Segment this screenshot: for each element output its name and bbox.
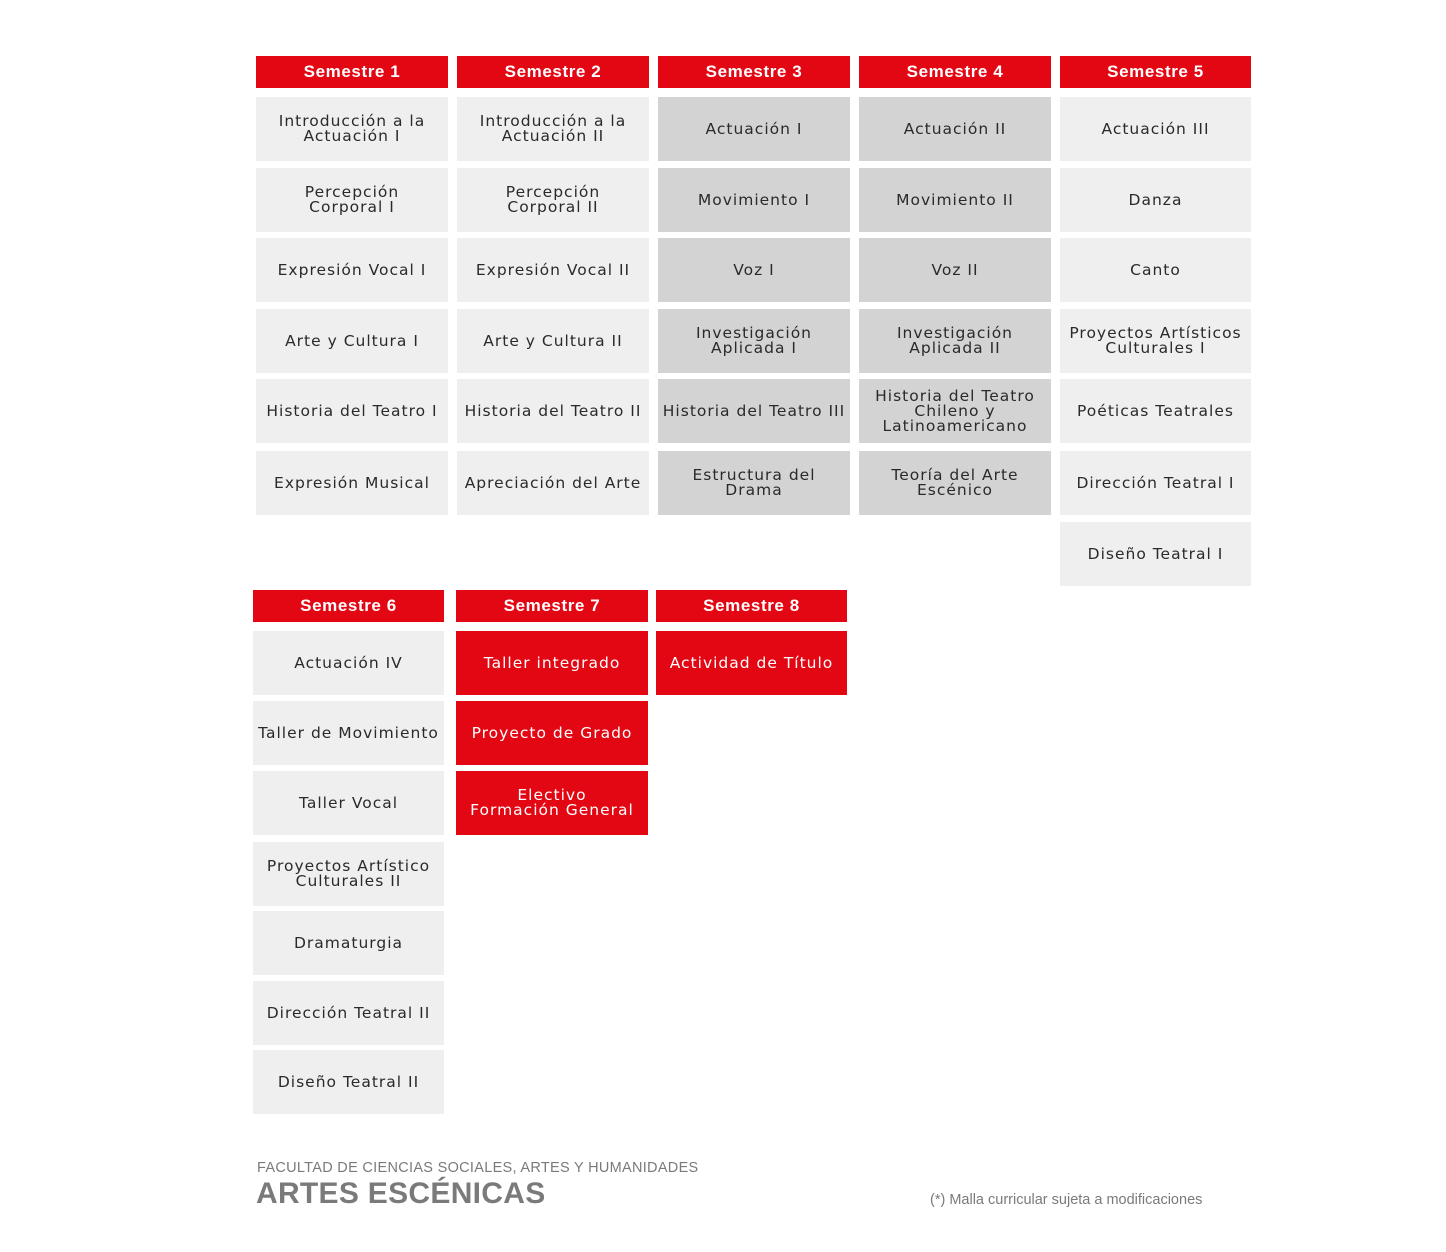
course-cell <box>1060 238 1251 302</box>
course-name: Electivo Formación General <box>470 786 634 819</box>
course-name: Movimiento II <box>896 190 1014 209</box>
course-name: Diseño Teatral I <box>1087 544 1224 563</box>
course-name: Dirección Teatral II <box>266 1003 431 1022</box>
course-name: Movimiento I <box>697 190 811 209</box>
course-name: Expresión Vocal II <box>475 260 631 279</box>
course-cell <box>457 238 649 302</box>
course-name: Historia del Teatro Chileno y Latinoamericano <box>875 386 1035 435</box>
course-name: Investigación Aplicada I <box>695 324 813 357</box>
course-cell <box>256 309 448 373</box>
course-cell <box>253 631 444 695</box>
course-cell <box>1060 97 1251 161</box>
semester-header: Semestre 5 <box>1060 56 1251 88</box>
course-name: Actividad de Título <box>669 653 834 672</box>
course-cell <box>256 97 448 161</box>
course-name: Percepción Corporal I <box>304 183 400 216</box>
course-cell <box>253 911 444 975</box>
course-cell <box>457 451 649 515</box>
course-name: Actuación IV <box>294 653 403 672</box>
course-cell <box>658 451 850 515</box>
semester-header: Semestre 7 <box>456 590 648 622</box>
course-cell <box>658 168 850 232</box>
faculty-name: FACULTAD DE CIENCIAS SOCIALES, ARTES Y HUMANIDADES <box>257 1160 699 1176</box>
course-cell <box>456 771 648 835</box>
course-name: Percepción Corporal II <box>505 183 601 216</box>
course-cell <box>253 771 444 835</box>
course-name: Danza <box>1128 190 1183 209</box>
course-cell <box>859 97 1051 161</box>
course-cell <box>859 168 1051 232</box>
course-cell <box>1060 168 1251 232</box>
course-cell <box>253 981 444 1045</box>
course-cell <box>1060 379 1251 443</box>
course-cell <box>859 451 1051 515</box>
course-cell <box>859 309 1051 373</box>
disclaimer-note: (*) Malla curricular sujeta a modificaciones <box>930 1192 1203 1208</box>
course-cell <box>456 631 648 695</box>
course-name: Taller integrado <box>483 653 621 672</box>
course-name: Arte y Cultura II <box>483 331 623 350</box>
course-name: Expresión Vocal I <box>277 260 427 279</box>
course-name: Dirección Teatral I <box>1076 473 1235 492</box>
course-cell <box>253 842 444 906</box>
course-cell <box>456 701 648 765</box>
course-cell <box>457 97 649 161</box>
semester-header: Semestre 6 <box>253 590 444 622</box>
course-cell <box>658 97 850 161</box>
course-cell <box>457 379 649 443</box>
course-name: Apreciación del Arte <box>464 473 642 492</box>
course-cell <box>256 451 448 515</box>
course-cell <box>1060 522 1251 586</box>
course-name: Historia del Teatro I <box>266 401 438 420</box>
course-name: Poéticas Teatrales <box>1077 401 1234 420</box>
course-cell <box>256 238 448 302</box>
course-cell <box>253 1050 444 1114</box>
semester-header: Semestre 2 <box>457 56 649 88</box>
course-name: Historia del Teatro II <box>464 401 642 420</box>
course-name: Voz I <box>733 260 775 279</box>
course-name: Voz II <box>931 260 979 279</box>
course-cell <box>256 379 448 443</box>
course-cell <box>1060 309 1251 373</box>
course-name: Actuación III <box>1101 119 1210 138</box>
course-name: Taller de Movimiento <box>258 723 439 742</box>
course-name: Introducción a la Actuación II <box>479 112 627 145</box>
course-name: Historia del Teatro III <box>662 401 846 420</box>
course-cell <box>859 379 1051 443</box>
course-cell <box>256 168 448 232</box>
course-name: Proyectos Artísticos Culturales I <box>1069 324 1242 357</box>
course-cell <box>658 379 850 443</box>
course-name: Proyectos Artístico Culturales II <box>266 857 431 890</box>
course-name: Proyecto de Grado <box>471 723 633 742</box>
course-cell <box>1060 451 1251 515</box>
course-cell <box>457 168 649 232</box>
semester-header: Semestre 4 <box>859 56 1051 88</box>
semester-header: Semestre 8 <box>656 590 847 622</box>
course-cell <box>859 238 1051 302</box>
program-title: ARTES ESCÉNICAS <box>256 1177 546 1210</box>
course-name: Introducción a la Actuación I <box>278 112 426 145</box>
course-name: Actuación I <box>705 119 803 138</box>
course-name: Canto <box>1130 260 1181 279</box>
course-name: Diseño Teatral II <box>277 1072 420 1091</box>
course-cell <box>656 631 847 695</box>
course-name: Estructura del Drama <box>692 466 816 499</box>
course-cell <box>253 701 444 765</box>
course-name: Investigación Aplicada II <box>896 324 1014 357</box>
semester-header: Semestre 1 <box>256 56 448 88</box>
course-cell <box>658 309 850 373</box>
course-cell <box>658 238 850 302</box>
course-name: Expresión Musical <box>274 473 430 492</box>
course-name: Taller Vocal <box>298 793 399 812</box>
semester-header: Semestre 3 <box>658 56 850 88</box>
course-cell <box>457 309 649 373</box>
course-name: Teoría del Arte Escénico <box>891 466 1019 499</box>
course-name: Arte y Cultura I <box>285 331 419 350</box>
course-name: Dramaturgia <box>293 933 404 952</box>
course-name: Actuación II <box>903 119 1007 138</box>
